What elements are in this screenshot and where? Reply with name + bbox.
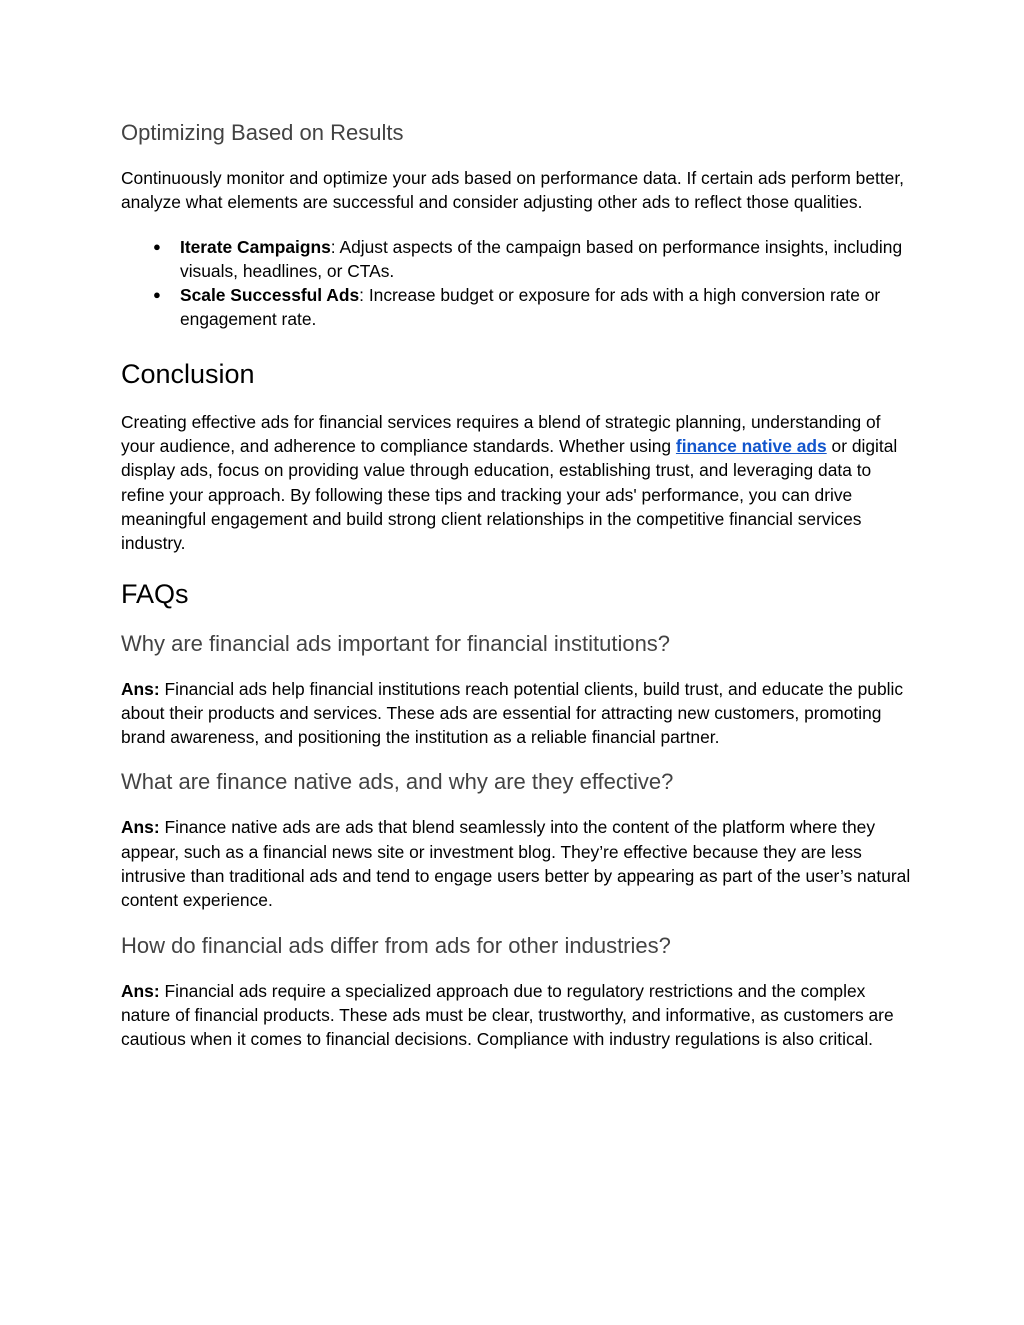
faq-question-2: What are finance native ads, and why are they effective? bbox=[121, 769, 674, 795]
bullet-dot-icon: ● bbox=[153, 238, 161, 254]
faq-question-1: Why are financial ads important for financial institutions? bbox=[121, 630, 671, 656]
faqs-heading: FAQs bbox=[121, 578, 189, 609]
faq-answer-2 bbox=[121, 815, 911, 912]
ans-label: Ans: bbox=[121, 980, 160, 1001]
conclusion-text-start: Creating effective ads for financial services requires a blend of strategic planning, understanding of your audience, and adherence to compliance standards. Whether using bbox=[121, 411, 881, 457]
faq-question-3: How do financial ads differ from ads for other industries? bbox=[121, 932, 671, 958]
document-page bbox=[121, 118, 911, 1052]
optimizing-bullet-list bbox=[121, 235, 911, 332]
faq-answer-3 bbox=[121, 979, 911, 1052]
ans-label: Ans: bbox=[121, 678, 160, 699]
finance-native-ads-link[interactable]: finance native ads bbox=[675, 436, 827, 457]
bullet-label: Scale Successful Ads bbox=[180, 285, 360, 306]
bullet-iterate-campaigns bbox=[121, 235, 911, 284]
conclusion-paragraph bbox=[121, 410, 911, 556]
answer-text: Financial ads help financial institutions reach potential clients, build trust, and educate the public about their products and services. These ads are essential for attracting new customers, promoting brand awareness, and positioning the institution as a reliable financial partner. bbox=[121, 678, 904, 748]
faq-answer-1 bbox=[121, 677, 911, 750]
bullet-scale-successful-ads bbox=[121, 283, 911, 332]
answer-text: Financial ads require a specialized approach due to regulatory restrictions and the complex nature of financial products. These ads must be clear, trustworthy, and informative, as customers are cautious when it comes to financial decisions. Compliance with industry regulations is also critical. bbox=[121, 980, 894, 1050]
bullet-label: Iterate Campaigns bbox=[180, 236, 331, 257]
optimizing-paragraph: Continuously monitor and optimize your ads based on performance data. If certain ads perform better, analyze what elements are successful and consider adjusting other ads to reflect those qualities. bbox=[121, 168, 905, 213]
bullet-text: : Increase budget or exposure for ads with a high conversion rate or engagement rate. bbox=[180, 285, 881, 330]
conclusion-heading: Conclusion bbox=[121, 358, 255, 389]
optimizing-heading: Optimizing Based on Results bbox=[121, 120, 404, 145]
bullet-text: : Adjust aspects of the campaign based on performance insights, including visuals, headlines, or CTAs. bbox=[180, 236, 903, 281]
conclusion-text-end: or digital display ads, focus on providing value through education, establishing trust, and leveraging data to refine your approach. By following these tips and tracking your ads' performance, you can drive meaningful engagement and build strong client relationships in the competitive financial services industry. bbox=[121, 436, 898, 554]
bullet-dot-icon: ● bbox=[153, 287, 161, 303]
ans-label: Ans: bbox=[121, 817, 160, 838]
answer-text: Finance native ads are ads that blend seamlessly into the content of the platform where they appear, such as a financial news site or investment blog. They’re effective because they are less intrusive than traditional ads and tend to engage users better by appearing as part of the user’s natural content experience. bbox=[121, 817, 911, 911]
